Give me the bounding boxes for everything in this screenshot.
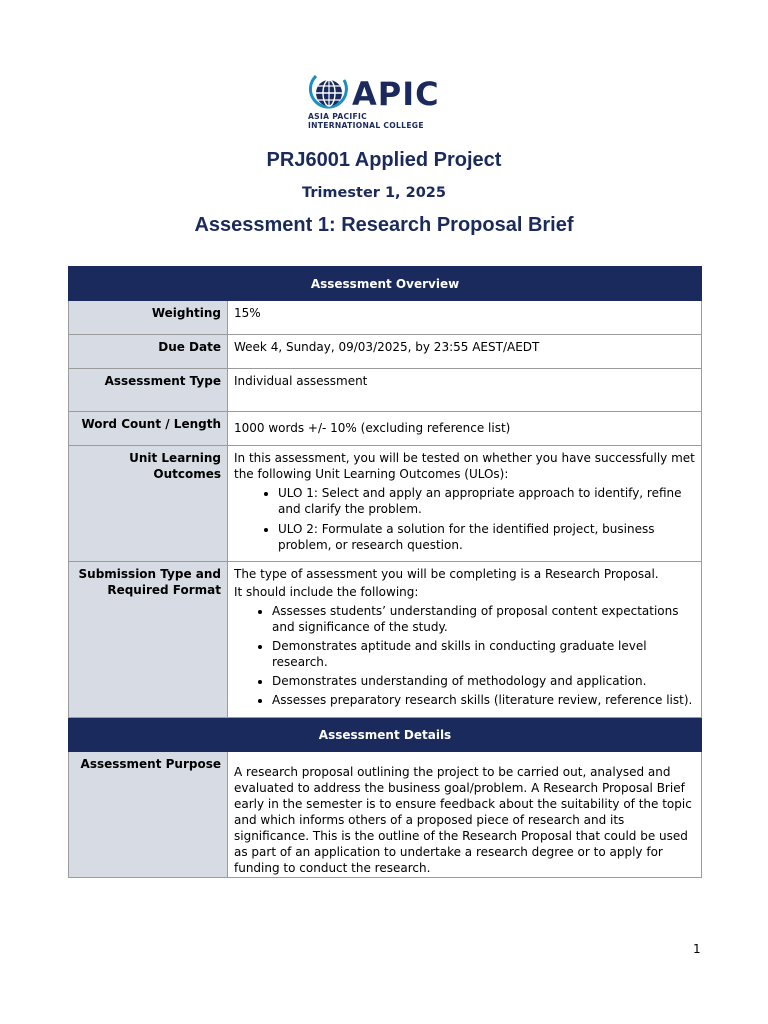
table-row xyxy=(69,301,702,335)
ulo-intro: In this assessment, you will be tested on whether you have successfully met the following Unit Learning Outcomes (ULOs): xyxy=(234,451,695,481)
assessment-table xyxy=(68,266,702,878)
weighting-label: Weighting xyxy=(69,301,228,335)
details-heading: Assessment Details xyxy=(69,718,702,752)
trimester: Trimester 1, 2025 xyxy=(302,185,446,201)
submission-line1: The type of assessment you will be completing is a Research Proposal. xyxy=(234,567,659,581)
table-row xyxy=(69,446,702,562)
overview-header-row xyxy=(69,267,702,301)
list-item: • ULO 1: Select and apply an appropriate approach to identify, refine and clarify the problem. xyxy=(278,485,695,517)
details-header-row xyxy=(69,718,702,752)
logo-wordmark: APIC xyxy=(352,75,440,113)
table-row xyxy=(69,412,702,446)
due-date-value: Week 4, Sunday, 09/03/2025, by 23:55 AEST/AEDT xyxy=(228,335,702,369)
list-item: • Demonstrates aptitude and skills in conducting graduate level research. xyxy=(272,638,695,670)
submission-cell xyxy=(228,562,702,718)
table-row xyxy=(69,752,702,878)
submission-line2: It should include the following: xyxy=(234,585,419,599)
overview-heading: Assessment Overview xyxy=(69,267,702,301)
ulo-cell xyxy=(228,446,702,562)
weighting-value: 15% xyxy=(228,301,702,335)
logo-subtitle: ASIA PACIFIC INTERNATIONAL COLLEGE xyxy=(308,112,424,130)
list-item: • Demonstrates understanding of methodology and application. xyxy=(272,673,695,689)
submission-label: Submission Type and Required Format xyxy=(69,562,228,718)
list-item: • Assesses students’ understanding of proposal content expectations and significance of the study. xyxy=(272,603,695,635)
globe-icon xyxy=(306,70,352,114)
list-item: • Assesses preparatory research skills (literature review, reference list). xyxy=(272,692,695,708)
assessment-type-label: Assessment Type xyxy=(69,369,228,412)
list-item: • ULO 2: Formulate a solution for the identified project, business problem, or research question. xyxy=(278,521,695,553)
ulo-label: Unit Learning Outcomes xyxy=(69,446,228,562)
course-title: PRJ6001 Applied Project xyxy=(266,149,502,171)
purpose-text: A research proposal outlining the project to be carried out, analysed and evaluated to address the business goal/problem. A Research Proposal Brief early in the semester is to ensure feedback about the suitability of the topic and which informs others of a proposed piece of research and its significance. This is the outline of the Research Proposal that could be used as part of an application to undertake a research degree or to apply for funding to conduct the research. xyxy=(228,752,702,878)
submission-list xyxy=(234,603,695,708)
word-count-label: Word Count / Length xyxy=(69,412,228,446)
apic-logo xyxy=(306,66,462,136)
assessment-type-value: Individual assessment xyxy=(228,369,702,412)
page-number: 1 xyxy=(693,942,701,956)
table-row xyxy=(69,369,702,412)
word-count-value: 1000 words +/- 10% (excluding reference list) xyxy=(228,412,702,446)
ulo-list xyxy=(234,485,695,553)
due-date-label: Due Date xyxy=(69,335,228,369)
table-row xyxy=(69,562,702,718)
table-row xyxy=(69,335,702,369)
purpose-label: Assessment Purpose xyxy=(69,752,228,878)
assessment-title: Assessment 1: Research Proposal Brief xyxy=(194,214,574,236)
